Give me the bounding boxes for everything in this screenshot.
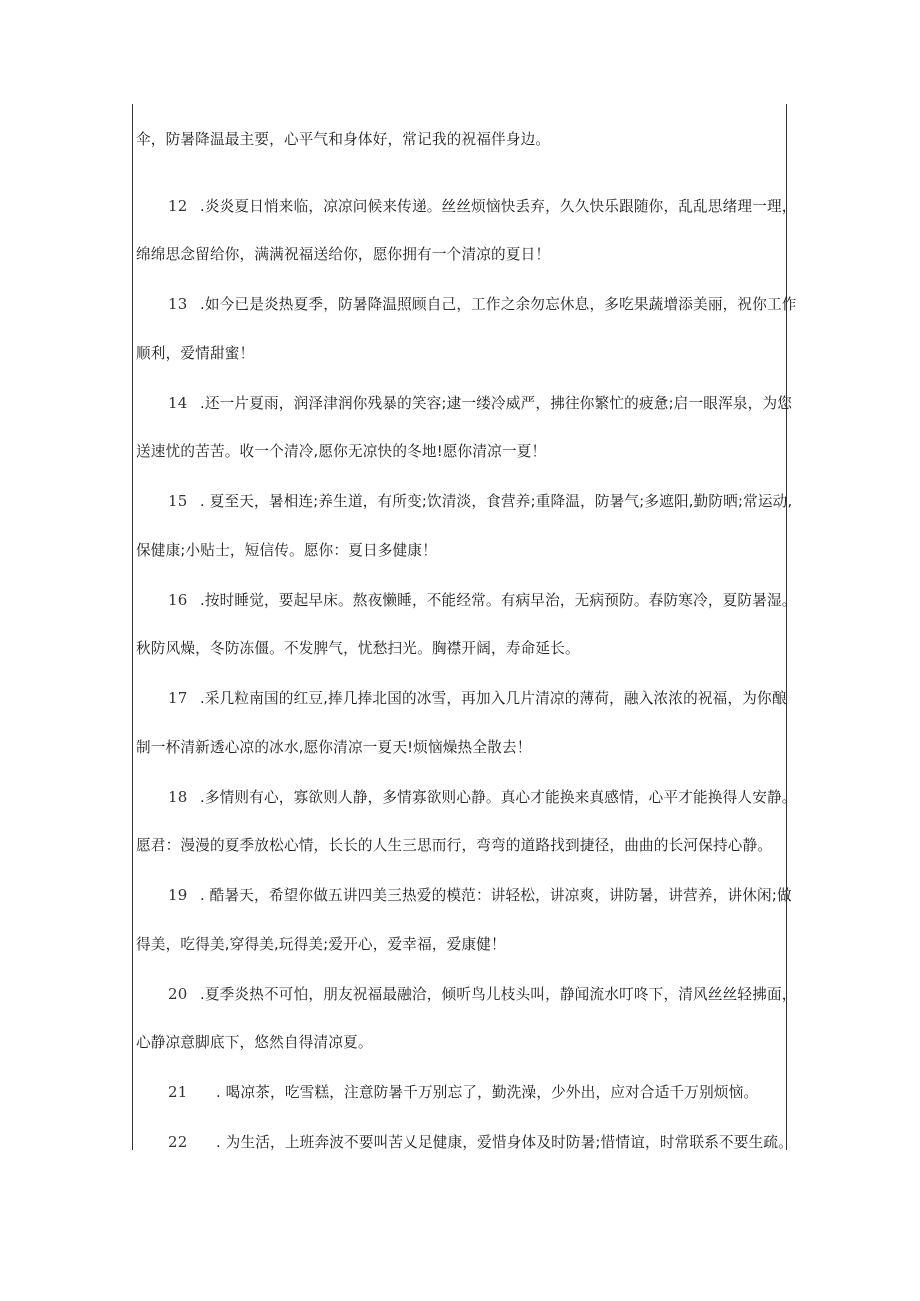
paragraph-line <box>136 442 786 462</box>
paragraph-line <box>136 1082 786 1103</box>
paragraph-line <box>136 294 797 315</box>
paragraph-text: 绵绵思念留给你，满满祝福送给你，愿你拥有一个清凉的夏日！ <box>136 246 551 263</box>
paragraph-line <box>136 787 797 808</box>
paragraph-text: 送速忧的苦苦。收一个清冷,愿你无凉快的冬地!愿你清凉一夏！ <box>136 443 547 460</box>
page-border-left <box>132 104 133 1150</box>
item-number: 19 <box>168 886 188 904</box>
paragraph-line <box>136 836 786 856</box>
paragraph-text: 制一杯清新透心凉的冰水,愿你清凉一夏天!烦恼燥热全散去！ <box>136 739 532 756</box>
paragraph-line <box>136 393 793 414</box>
item-number: 17 <box>168 689 188 707</box>
paragraph-line <box>136 196 797 217</box>
paragraph-text: .多情则有心，寡欲则人静，多情寡欲则心静。真心才能换来真感情，心平才能换得人安静。 <box>200 789 797 806</box>
paragraph-text: .炎炎夏日悄来临，凉凉问候来传递。丝丝烦恼快丢弃，久久快乐跟随你，乱乱思绪理一理， <box>200 198 797 215</box>
paragraph-line <box>136 885 792 906</box>
item-number: 12 <box>168 197 188 215</box>
paragraph-text: 保健康;小贴士，短信传。愿你：夏日多健康！ <box>136 542 437 559</box>
paragraph-text: 顺利，爱情甜蜜！ <box>136 345 255 362</box>
paragraph-text: 愿君：漫漫的夏季放松心情，长长的人生三思而行，弯弯的道路找到捷径，曲曲的长河保持心静。 <box>136 837 773 854</box>
item-number: 14 <box>168 394 188 412</box>
item-number: 20 <box>168 985 188 1003</box>
paragraph-text: .如今已是炎热夏季，防暑降温照顾自己，工作之余勿忘休息，多吃果蔬增添美丽，祝你工作 <box>200 296 797 313</box>
item-number: 18 <box>168 788 188 806</box>
paragraph-text: .夏季炎热不可怕，朋友祝福最融洽，倾听鸟儿枝头叫，静闻流水叮咚下，清风丝丝轻拂面， <box>200 986 797 1003</box>
item-number: 22 <box>168 1133 188 1151</box>
paragraph-line <box>136 1132 793 1153</box>
paragraph-line <box>136 590 797 611</box>
paragraph-line <box>136 935 786 955</box>
paragraph-line <box>136 984 797 1005</box>
paragraph-text: . 夏至天，暑相连;养生道，有所变;饮清淡，食营养;重降温，防暑气;多遮阳,勤防晒;常运动, <box>200 493 793 510</box>
paragraph-line <box>136 130 786 150</box>
paragraph-line <box>136 688 786 709</box>
paragraph-line <box>136 639 786 659</box>
item-number: 16 <box>168 591 188 609</box>
item-number: 21 <box>168 1083 188 1101</box>
paragraph-text: . 喝凉茶，吃雪糕，注意防暑千万别忘了，勤洗澡，少外出，应对合适千万别烦恼。 <box>216 1084 759 1101</box>
item-number: 15 <box>168 492 188 510</box>
paragraph-line <box>136 1033 786 1053</box>
paragraph-text: 得美，吃得美,穿得美,玩得美;爱开心，爱幸福，爱康健！ <box>136 936 506 953</box>
paragraph-text: . 酷暑天，希望你做五讲四美三热爱的模范：讲轻松，讲凉爽，讲防暑，讲营养，讲休闲;做 <box>200 887 792 904</box>
item-number: 13 <box>168 295 188 313</box>
paragraph-text: . 为生活，上班奔波不要叫苦乂足健康，爱惜身体及时防暑;惜情谊，时常联系不要生疏。 <box>216 1134 793 1151</box>
paragraph-line <box>136 245 786 265</box>
paragraph-text: .按时睡觉，要起早床。熬夜懒睡，不能经常。有病早治，无病预防。春防寒冷，夏防暑湿。 <box>200 592 797 609</box>
paragraph-line <box>136 738 786 758</box>
paragraph-line <box>136 541 786 561</box>
paragraph-text: .采几粒南国的红豆,捧几捧北国的冰雪，再加入几片清凉的薄荷，融入浓浓的祝福，为你酿 <box>200 690 787 707</box>
paragraph-text: .还一片夏雨，润泽津润你残暴的笑容;逮一缕冷威严，拂往你繁忙的疲惫;启一眼浑泉，为您 <box>200 395 793 412</box>
paragraph-line <box>136 491 793 512</box>
paragraph-text: 心静凉意脚底下，悠然自得清凉夏。 <box>136 1034 373 1051</box>
paragraph-line <box>136 344 786 364</box>
paragraph-text: 秋防风燥，冬防冻僵。不发脾气，忧愁扫光。胸襟开阔，寿命延长。 <box>136 640 580 657</box>
paragraph-text: 伞，防暑降温最主要，心平气和身体好，常记我的祝福伴身边。 <box>136 131 551 148</box>
